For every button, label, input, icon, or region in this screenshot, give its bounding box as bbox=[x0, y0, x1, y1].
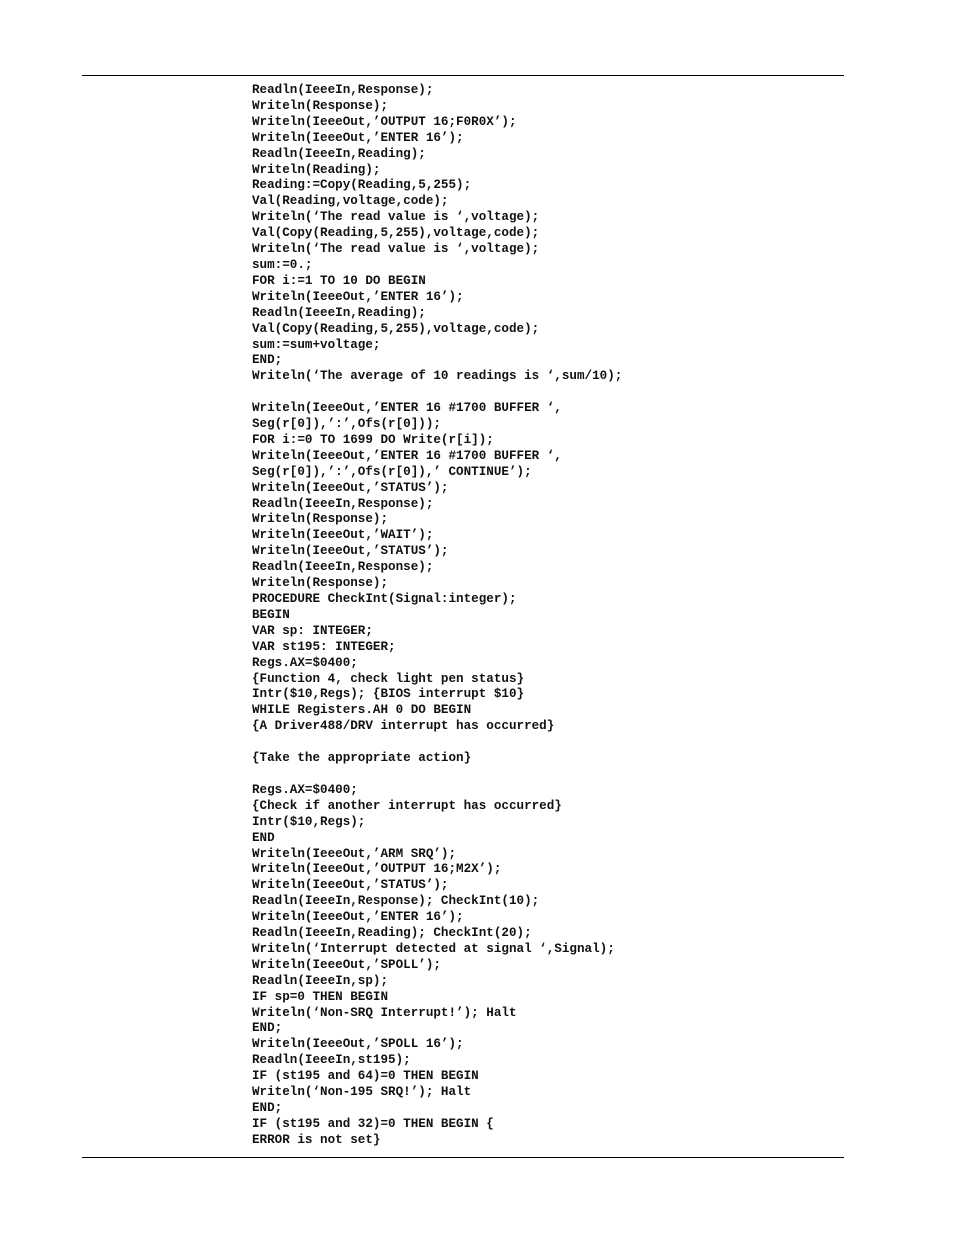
code-line: Writeln(IeeeOut,’ENTER 16 #1700 BUFFER ‘, bbox=[252, 448, 562, 463]
code-line: Writeln(Response); bbox=[252, 512, 389, 527]
code-line: Readln(IeeeIn,Response); bbox=[252, 496, 434, 511]
code-line: {Check if another interrupt has occurred} bbox=[252, 798, 562, 813]
code-line: END; bbox=[252, 353, 283, 368]
code-line: FOR i:=0 TO 1699 DO Write(r[i]); bbox=[252, 432, 494, 447]
code-line: {Take the appropriate action} bbox=[252, 751, 472, 766]
code-line: Writeln(IeeeOut,’OUTPUT 16;M2X’); bbox=[252, 862, 502, 877]
code-line: Writeln(IeeeOut,’SPOLL’); bbox=[252, 957, 441, 972]
code-line: Regs.AX=$0400; bbox=[252, 655, 358, 670]
code-line: Readln(IeeeIn,Reading); CheckInt(20); bbox=[252, 926, 532, 941]
code-line: sum:=sum+voltage; bbox=[252, 337, 381, 352]
code-line: Readln(IeeeIn,Reading); bbox=[252, 146, 426, 161]
code-line: Seg(r[0]),’:’,Ofs(r[0]),’ CONTINUE’); bbox=[252, 464, 532, 479]
code-line: END; bbox=[252, 1021, 283, 1036]
code-line bbox=[252, 735, 622, 751]
code-line: Writeln(‘The average of 10 readings is ‘,sum/10); bbox=[252, 369, 623, 384]
code-line: sum:=0.; bbox=[252, 257, 313, 272]
code-line: WHILE Registers.AH 0 DO BEGIN bbox=[252, 703, 472, 718]
code-line: IF sp=0 THEN BEGIN bbox=[252, 989, 389, 1004]
code-line bbox=[252, 385, 622, 401]
code-line: Reading:=Copy(Reading,5,255); bbox=[252, 178, 472, 193]
code-line: Seg(r[0]),’:’,Ofs(r[0])); bbox=[252, 417, 441, 432]
code-line: Val(Copy(Reading,5,255),voltage,code); bbox=[252, 226, 540, 241]
code-line: Writeln(IeeeOut,’WAIT’); bbox=[252, 528, 434, 543]
code-line: Writeln(Reading); bbox=[252, 162, 381, 177]
code-line: Writeln(IeeeOut,’ENTER 16’); bbox=[252, 910, 464, 925]
code-line: Readln(IeeeIn,Response); bbox=[252, 560, 434, 575]
code-line: END; bbox=[252, 1101, 283, 1115]
code-line: Writeln(IeeeOut,’ARM SRQ’); bbox=[252, 846, 457, 861]
code-line: VAR st195: INTEGER; bbox=[252, 639, 396, 654]
code-line: IF (st195 and 32)=0 THEN BEGIN { bbox=[252, 1116, 494, 1131]
code-line: Writeln(IeeeOut,’SPOLL 16’); bbox=[252, 1037, 464, 1052]
footer-rule bbox=[82, 1157, 844, 1158]
code-line: Writeln(‘Interrupt detected at signal ‘,Signal); bbox=[252, 941, 615, 956]
code-line: {A Driver488/DRV interrupt has occurred} bbox=[252, 719, 555, 734]
code-line: Writeln(Response); bbox=[252, 98, 389, 113]
code-line: Writeln(IeeeOut,’STATUS’); bbox=[252, 878, 449, 893]
code-line: Intr($10,Regs); {BIOS interrupt $10} bbox=[252, 687, 525, 702]
header-rule bbox=[82, 75, 844, 76]
code-line: Regs.AX=$0400; bbox=[252, 782, 358, 797]
code-line: BEGIN bbox=[252, 607, 290, 622]
code-line bbox=[252, 767, 622, 783]
code-line: Readln(IeeeIn,Response); bbox=[252, 83, 434, 97]
code-line: VAR sp: INTEGER; bbox=[252, 623, 373, 638]
code-line: Writeln(Response); bbox=[252, 576, 389, 591]
code-line: Writeln(IeeeOut,’OUTPUT 16;F0R0X’); bbox=[252, 114, 517, 129]
code-line: Writeln(IeeeOut,’ENTER 16’); bbox=[252, 289, 464, 304]
code-listing bbox=[252, 83, 622, 1149]
code-line: Writeln(IeeeOut,’ENTER 16 #1700 BUFFER ‘, bbox=[252, 401, 562, 416]
code-line: PROCEDURE CheckInt(Signal:integer); bbox=[252, 592, 517, 606]
code-line: {Function 4, check light pen status} bbox=[252, 671, 525, 686]
code-line: Readln(IeeeIn,Reading); bbox=[252, 305, 426, 320]
code-line: END bbox=[252, 830, 275, 845]
code-line: Writeln(‘The read value is ‘,voltage); bbox=[252, 242, 540, 257]
code-line: IF (st195 and 64)=0 THEN BEGIN bbox=[252, 1069, 479, 1084]
code-line: Writeln(IeeeOut,’STATUS’); bbox=[252, 544, 449, 559]
code-line: Val(Reading,voltage,code); bbox=[252, 194, 449, 209]
code-line: Writeln(‘Non-SRQ Interrupt!’); Halt bbox=[252, 1005, 517, 1020]
code-line: FOR i:=1 TO 10 DO BEGIN bbox=[252, 273, 426, 288]
code-line: Readln(IeeeIn,sp); bbox=[252, 973, 389, 988]
code-line: Writeln(‘Non-195 SRQ!’); Halt bbox=[252, 1085, 472, 1100]
code-line: Writeln(IeeeOut,’ENTER 16’); bbox=[252, 130, 464, 145]
code-line: Readln(IeeeIn,st195); bbox=[252, 1053, 411, 1068]
code-line: Readln(IeeeIn,Response); CheckInt(10); bbox=[252, 894, 540, 909]
code-line: ERROR is not set} bbox=[252, 1132, 381, 1147]
code-line: Writeln(‘The read value is ‘,voltage); bbox=[252, 210, 540, 225]
code-line: Val(Copy(Reading,5,255),voltage,code); bbox=[252, 321, 540, 336]
code-line: Intr($10,Regs); bbox=[252, 814, 366, 829]
code-line: Writeln(IeeeOut,’STATUS’); bbox=[252, 480, 449, 495]
